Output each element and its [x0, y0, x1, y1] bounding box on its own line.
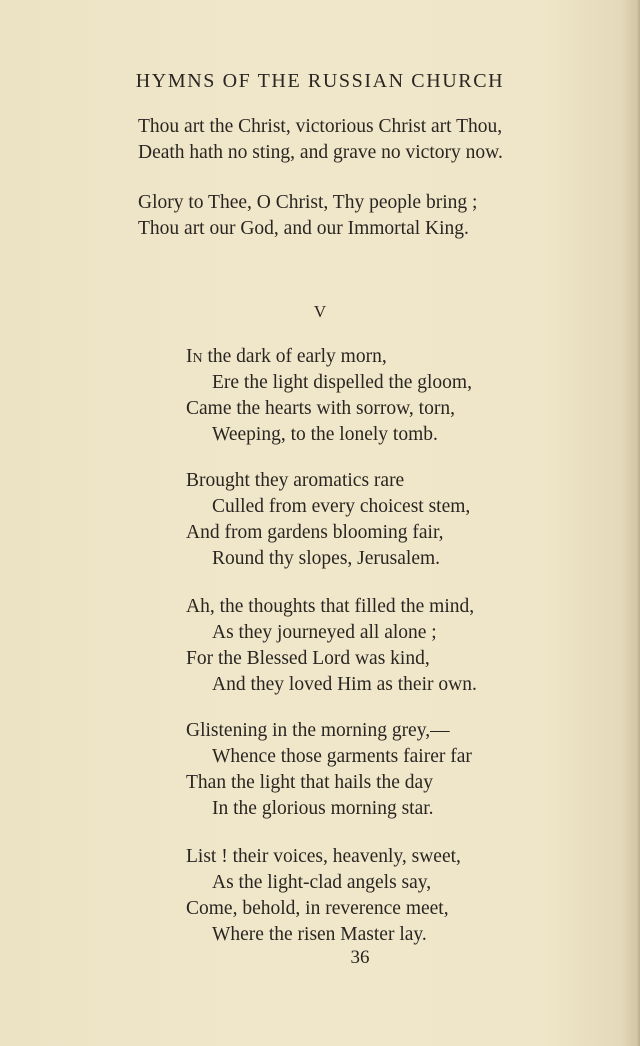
opening-stanza-1	[138, 114, 503, 166]
opening-stanza-2	[138, 190, 477, 242]
verse-line: Glory to Thee, O Christ, Thy people bring ;	[138, 192, 478, 213]
verse-line: Came the hearts with sorrow, torn,	[186, 398, 455, 419]
verse-line: Death hath no sting, and grave no victory now.	[138, 142, 503, 163]
poem-stanza-2	[186, 468, 470, 572]
verse-line: Glistening in the morning grey,—	[186, 720, 450, 741]
opening-word: In	[186, 346, 203, 367]
running-header: HYMNS OF THE RUSSIAN CHURCH	[135, 70, 505, 92]
poem-stanza-5	[186, 844, 461, 948]
section-numeral: V	[313, 302, 327, 321]
verse-line: As they journeyed all alone ;	[212, 622, 437, 643]
verse-line: For the Blessed Lord was kind,	[186, 648, 430, 669]
verse-line: Than the light that hails the day	[186, 772, 433, 793]
verse-line: Round thy slopes, Jerusalem.	[212, 548, 441, 569]
verse-line: As the light-clad angels say,	[212, 872, 432, 893]
verse-line	[186, 344, 472, 370]
poem-stanza-4	[186, 718, 472, 822]
verse-line: And from gardens blooming fair,	[186, 522, 444, 543]
verse-line: Whence those garments fairer far	[212, 746, 472, 767]
verse-line: Ah, the thoughts that filled the mind,	[186, 596, 475, 617]
poem-stanza-1	[186, 344, 472, 448]
verse-line: Brought they aromatics rare	[186, 470, 405, 491]
verse-line: And they loved Him as their own.	[212, 674, 477, 695]
verse-line-rest: the dark of early morn,	[202, 346, 387, 367]
poem-stanza-3	[186, 594, 477, 698]
verse-line: Weeping, to the lonely tomb.	[212, 424, 438, 445]
verse-line: List ! their voices, heavenly, sweet,	[186, 846, 461, 867]
verse-line: In the glorious morning star.	[212, 798, 434, 819]
verse-line: Come, behold, in reverence meet,	[186, 898, 449, 919]
verse-line: Culled from every choicest stem,	[212, 496, 471, 517]
verse-line: Thou art the Christ, victorious Christ art Thou,	[138, 116, 503, 137]
page-edge	[636, 0, 640, 1046]
verse-line: Where the risen Master lay.	[212, 924, 427, 945]
verse-line: Thou art our God, and our Immortal King.	[138, 218, 469, 239]
page-number: 36	[350, 947, 370, 968]
verse-line: Ere the light dispelled the gloom,	[212, 372, 472, 393]
